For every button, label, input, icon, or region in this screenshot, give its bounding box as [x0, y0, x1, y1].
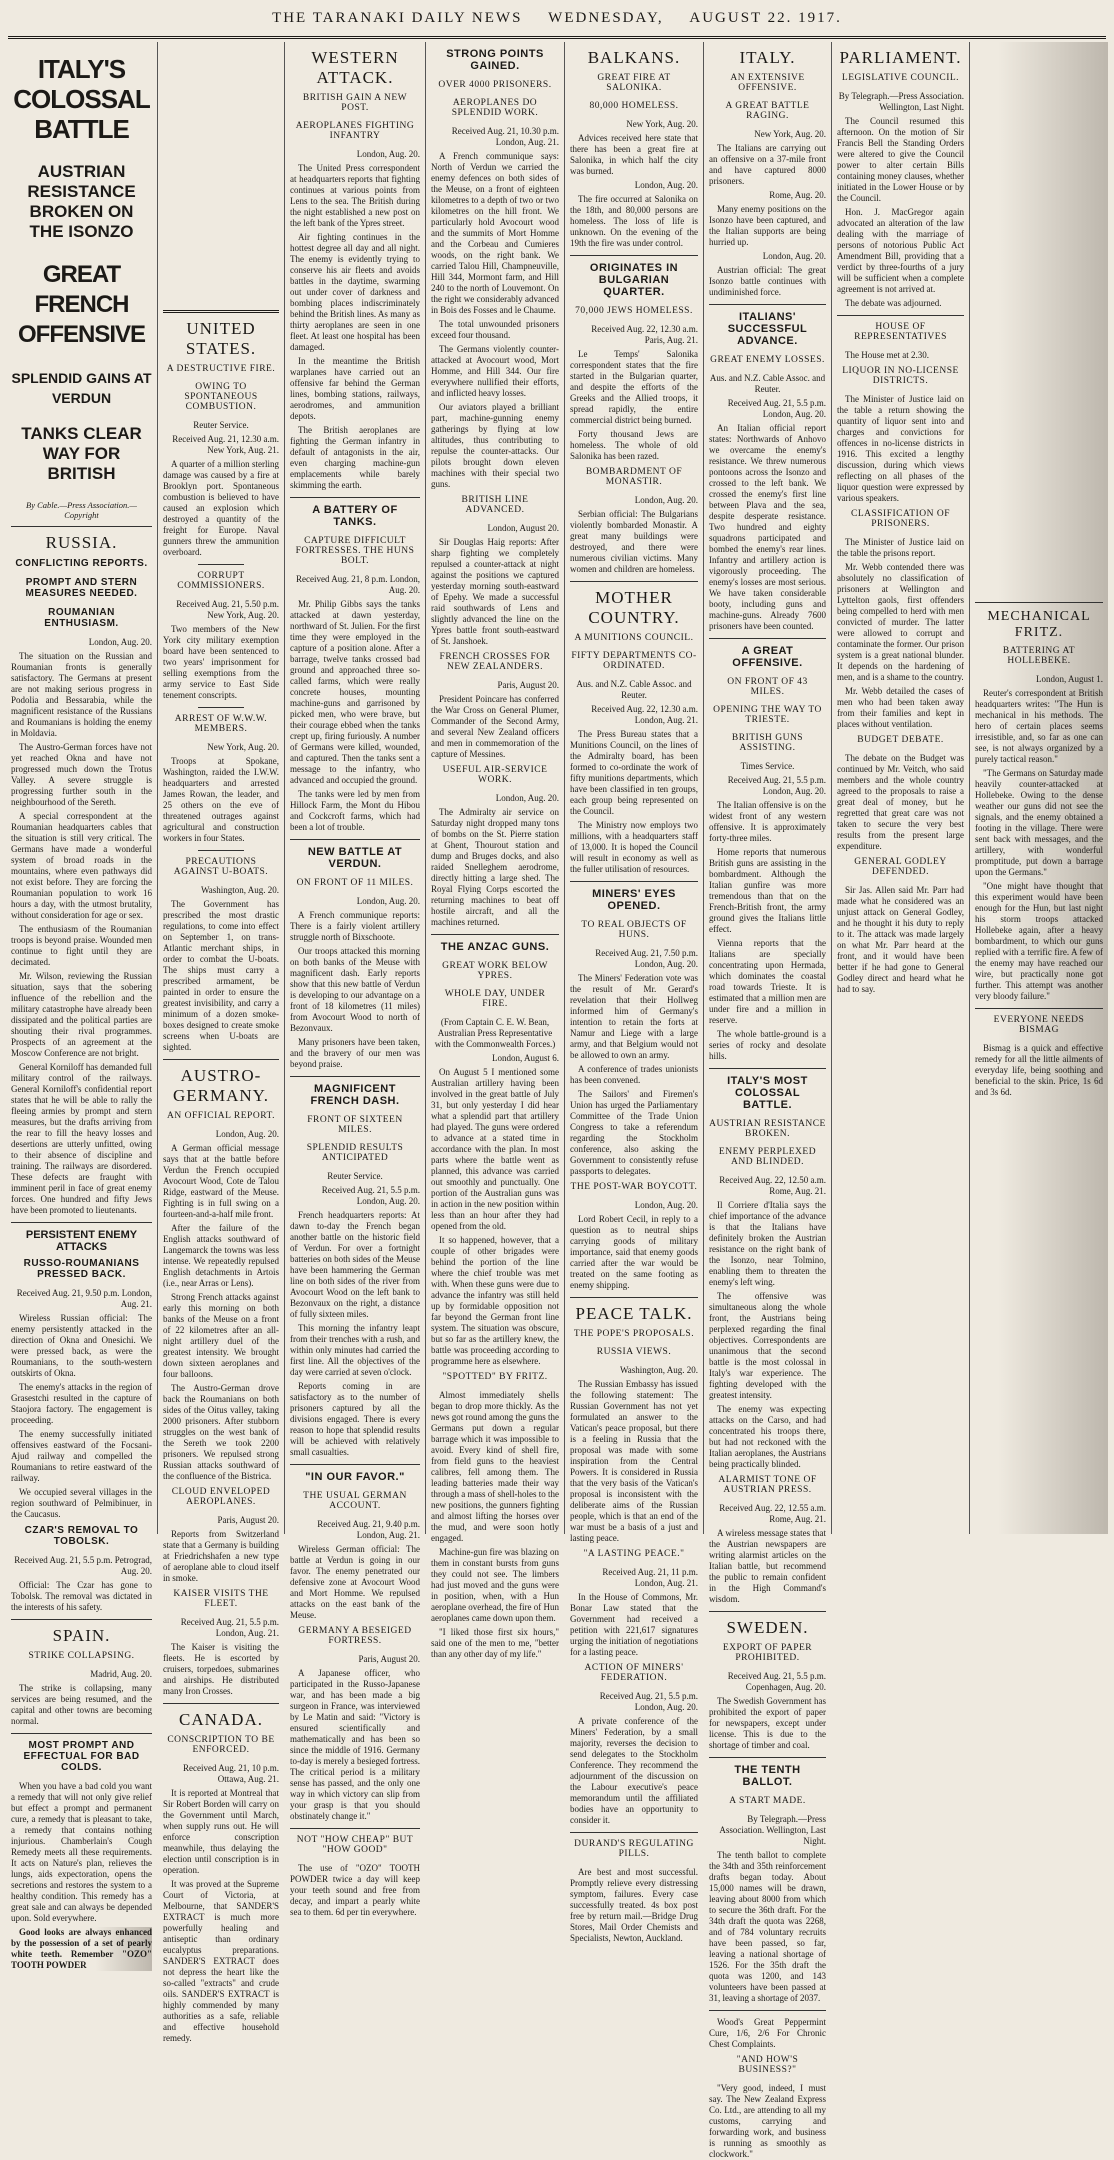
- subhead: BRITISH GUNS ASSISTING.: [731, 733, 804, 753]
- columns: [6, 42, 1108, 2159]
- dateline: Paris, August 20.: [217, 1515, 279, 1525]
- article-paragraph: Air fighting continues in the hottest degree all day and all night. The enemy is evidently trying to conserve his air fleets and avoids battles in the daytime, swarming out under cover of darkness and bombing places indiscriminately behind the British lines. As many as thirty aeroplanes are seen in one fleet. At least one hospital has been damaged.: [290, 232, 420, 352]
- credit: Times Service.: [740, 761, 795, 771]
- divider: [709, 2010, 826, 2011]
- section-canada: CANADA.: [179, 1710, 263, 1729]
- subhead: CAPTURE DIFFICULT FORTRESSES. THE HUNS BOLT.: [295, 536, 415, 566]
- credit: Reuter Service.: [193, 420, 249, 430]
- dateline: Received Aug. 21, 7.50 p.m. London, Aug. 20.: [595, 948, 698, 969]
- paper-name: THE TARANAKI DAILY NEWS: [272, 10, 523, 26]
- article-paragraph: The debate was adjourned.: [845, 298, 942, 308]
- subhead: EXPORT OF PAPER PROHIBITED.: [722, 1643, 813, 1663]
- advert-paragraph: When you have a bad cold you want a remedy that will not only give relief but effect a prompt and permanent cure, a remedy that is pleasant to take, a remedy that contains nothing injurious. Chamberlain's Cough Remedy meets all these requirements. It acts on Nature's plan, relieves the lungs, aids expectoration, opens the secretions and restores the system to a healthy condition. This remedy has a great sale and can always be depended upon. Sold everywhere.: [11, 1781, 152, 1923]
- dateline: London, Aug. 20.: [215, 1129, 279, 1139]
- divider: [709, 304, 826, 305]
- subhead: THE ANZAC GUNS.: [440, 941, 550, 953]
- article-paragraph: The Austro-German drove back the Roumanians on both sides of the Oitus valley, taking 2000 prisoners. After stubborn struggles on the west bank of the Sereth we took 2200 prisoners. We repulsed strong Russian attacks southward of the confluence of the Bistrica.: [163, 1383, 279, 1481]
- article-paragraph: Mr. Webb detailed the cases of men who had been taken away from their families and kept in places without ventilation.: [837, 686, 964, 729]
- article-paragraph: Le Temps' Salonika correspondent states that the fire started in the Bulgarian quarter, and despite the efforts of the Greeks and the Allied troops, it spread rapidly, the entire commercial district being burned.: [570, 349, 698, 425]
- subhead: GENERAL GODLEY DEFENDED.: [854, 857, 947, 877]
- subhead: A GREAT OFFENSIVE.: [732, 645, 803, 669]
- dateline: New York, Aug. 20.: [626, 119, 698, 129]
- dateline: Received Aug. 21, 5.5 p.m. London, Aug. 21.: [180, 1617, 279, 1638]
- dateline: Received Aug. 21, 10.30 p.m. London, Aug. 21.: [451, 126, 559, 147]
- article-paragraph: Wireless German official: The battle at Verdun is going in our favor. The enemy penetrated our defensive zone at Avocourt Wood and Mort Homme. We repulsed attacks on the east bank of the Meuse.: [290, 1544, 420, 1620]
- dateline: Received Aug. 22, 12.30 a.m. London, Aug. 21.: [591, 704, 698, 725]
- dateline: London, Aug. 20.: [634, 495, 698, 505]
- section-united-states: UNITED STATES.: [185, 319, 257, 358]
- divider: [11, 1619, 152, 1620]
- advert-heading: NOT "HOW CHEAP" BUT "HOW GOOD": [296, 1835, 414, 1855]
- subhead: AUSTRIAN RESISTANCE BROKEN.: [709, 1119, 826, 1139]
- article-paragraph: After the failure of the English attacks southward of Langemarck the towns was less intense. We repeatedly repulsed English detachments in Artois (i.e., near Arras or Lens).: [163, 1223, 279, 1288]
- divider: [975, 1008, 1103, 1009]
- subhead: MINERS' EYES OPENED.: [592, 888, 676, 912]
- article-paragraph: Home reports that numerous British guns are assisting in the bombardment. Although the Italian gunfire was more tremendous than that on the French-British front, the army ground gives the Italians little effect.: [709, 847, 826, 934]
- subhead: ENEMY PERPLEXED AND BLINDED.: [718, 1147, 817, 1167]
- subhead: ON FRONT OF 43 MILES.: [727, 677, 808, 697]
- article-paragraph: Strong French attacks against early this morning on both banks of the Meuse on a front of 22 kilometres after an all-night artillery duel of the greatest intensity. We brought down sixteen aeroplanes and four balloons.: [163, 1292, 279, 1379]
- headline-tanks: TANKS CLEAR WAY FOR BRITISH: [21, 424, 142, 483]
- divider: [570, 1297, 698, 1298]
- dateline: Paris, August 20.: [497, 680, 559, 690]
- article-paragraph: Vienna reports that the Italians are specially concentrating upon Hermada, which dominates the coastal road towards Trieste. It is estimated that a million men are under fire and a million in reserve.: [709, 938, 826, 1025]
- divider: [709, 1611, 826, 1612]
- subhead: AN EXTENSIVE OFFENSIVE.: [730, 73, 805, 93]
- advert-paragraph: Good looks are always enhanced by the possession of a set of pearly white teeth. Remember "OZO" TOOTH POWDER: [11, 1927, 152, 1970]
- dateline: London, August 1.: [1035, 674, 1103, 684]
- article-paragraph: The enthusiasm of the Roumanian troops is beyond praise. Wounded men continue to fight until they are decimated.: [11, 924, 152, 967]
- subhead: STRIKE COLLAPSING.: [28, 1651, 135, 1661]
- dateline: Received Aug. 21, 9.50 p.m. London, Aug. 21.: [16, 1288, 152, 1309]
- divider: [709, 1068, 826, 1069]
- dateline: Madrid, Aug. 20.: [90, 1669, 152, 1679]
- dateline: Received Aug. 21, 5.5 p.m. Petrograd, Aug. 20.: [14, 1555, 152, 1576]
- divider: [11, 1222, 152, 1223]
- dateline: London, Aug. 20.: [762, 251, 826, 261]
- article-paragraph: The British aeroplanes are fighting the German infantry in default of antagonists in the air, even charging machine-gun emplacements while barely skimming the earth.: [290, 425, 420, 490]
- section-austro-germany: AUSTRO-GERMANY.: [172, 1066, 269, 1105]
- dateline: Received Aug. 21, 9.40 p.m. London, Aug. 21.: [317, 1519, 420, 1540]
- article-paragraph: Advices received here state that there has been a great fire at Salonika, in which half the city was burned.: [570, 133, 698, 176]
- dateline: London, Aug. 20.: [88, 637, 152, 647]
- dateline: Received Aug. 22, 12.30 a.m. Paris, Aug. 21.: [591, 324, 698, 345]
- subhead: CONFLICTING REPORTS.: [15, 558, 148, 569]
- article-paragraph: Sir Jas. Allen said Mr. Parr had made what he considered was an unjust attack on General Godley, and he thought it his duty to reply to it. The attack was made largely on what Mr. Parr heard at the front, and it would have been better if he had gone to General Godley direct and heard what he had to say.: [837, 885, 964, 994]
- subhead: RUSSIA VIEWS.: [596, 1347, 672, 1357]
- subhead: "IN OUR FAVOR.": [305, 1471, 405, 1483]
- dateline: Received Aug. 21, 5.5 p.m. London, Aug. 20.: [599, 1691, 698, 1712]
- section-spain: SPAIN.: [52, 1626, 111, 1645]
- dateline: London, Aug. 20.: [634, 180, 698, 190]
- dateline: Received Aug. 21, 5.5 p.m. Copenhagen, Aug. 20.: [727, 1671, 826, 1692]
- subhead: OVER 4000 PRISONERS.: [438, 80, 552, 90]
- article-paragraph: The Press Bureau states that a Munitions Council, on the lines of the Admiralty board, has been formed to co-ordinate the work of fifty munitions departments, which have been classified in ten groups, each group being represented on the Council.: [570, 729, 698, 816]
- article-paragraph: We occupied several villages in the region southward of Pelmibinuer, in the Caucasus.: [11, 1487, 152, 1519]
- article-paragraph: Troops at Spokane, Washington, raided the I.W.W. headquarters and arrested James Rowan, the leader, and 25 others on the eve of threatened outrages against agricultural and construction workers in four States.: [163, 756, 279, 843]
- article-paragraph: The Austro-German forces have not yet reached Okna and have not progressed much down the Trotus Valley. A severe struggle is progressing further south in the neighbourhood of the Sereth.: [11, 742, 152, 807]
- article-paragraph: French headquarters reports: At dawn to-day the French began another battle on the historic field of Verdun. For over a fortnight batteries on both sides of the Meuse have been hammering the German line on both sides of the river from Avocourt Wood on the left bank to Bezonvaux on the right, a distance of fully sixteen miles.: [290, 1210, 420, 1319]
- subhead: AEROPLANES FIGHTING INFANTRY: [295, 121, 415, 141]
- dateline: Received Aug. 21, 5.5 p.m. London, Aug. 20.: [727, 398, 826, 419]
- article-paragraph: The Miners' Federation vote was the result of Mr. Gerard's revelation that their Hollweg informed him of Germany's intention to retain the forts at Namur and Liege with a large army, and that Belgium would not be allowed to own an army.: [570, 973, 698, 1060]
- section-western-attack: WESTERN ATTACK.: [311, 48, 399, 87]
- subhead: ALARMIST TONE OF AUSTRIAN PRESS.: [718, 1475, 817, 1495]
- article-paragraph: A German official message says that at the battle before Verdun the French occupied Avocourt Wood, Cote de Talou Ridge, eastward of the Meuse. Fighting is in full swing on a fourteen-and-a-half mile front.: [163, 1143, 279, 1219]
- main-headline: ITALY'S COLOSSAL BATTLE: [13, 54, 150, 144]
- dateline: Received Aug. 21, 11 p.m. London, Aug. 21.: [602, 1567, 698, 1588]
- article-paragraph: The United Press correspondent at headquarters reports that fighting continues at various points from Lens to the sea. The British during the night established a new post on the left bank of the Ypres street.: [290, 163, 420, 228]
- article-paragraph: The whole battle-ground is a series of rocky and desolate hills.: [709, 1029, 826, 1061]
- subhead: BRITISH LINE ADVANCED.: [461, 495, 529, 515]
- subhead: THE USUAL GERMAN ACCOUNT.: [303, 1491, 407, 1511]
- divider: [163, 310, 279, 313]
- subhead: OPENING THE WAY TO TRIESTE.: [713, 705, 822, 725]
- subhead: OWING TO SPONTANEOUS COMBUSTION.: [184, 382, 258, 412]
- article-paragraph: President Poincare has conferred the War Cross on General Plumer, Commander of the Second Army, and several New Zealand officers and men in commemoration of the capture of Messines.: [431, 694, 559, 759]
- article-paragraph: Reports coming in are satisfactory as to the number of prisoners captured by all the divisions engaged. There is every reason to hope that splendid results will be achieved with relatively small casualties.: [290, 1381, 420, 1457]
- column-7a: [837, 42, 970, 1534]
- advert-paragraph: Wood's Great Peppermint Cure, 1/6, 2/6 For Chronic Chest Complaints.: [709, 2017, 826, 2049]
- subhead: MAGNIFICENT FRENCH DASH.: [310, 1083, 400, 1107]
- column-1: [6, 42, 158, 1970]
- article-paragraph: The Minister of Justice laid on the table a return showing the quantity of liquor sent into and charges and convictions for offences in no-license districts in 1916. This excited a lengthy discussion, during which views reflecting on all phases of the liquor question were expressed by various speakers.: [837, 394, 964, 503]
- subhead: ACTION OF MINERS' FEDERATION.: [584, 1663, 684, 1683]
- divider: [837, 315, 964, 316]
- divider: [198, 707, 244, 708]
- article-paragraph: Our aviators played a brilliant part, machine-gunning enemy gatherings by flying at low altitudes, thus contributing to repulse the counter-attacks. Our pilots brought down eleven machines with their special two guns.: [431, 402, 559, 489]
- dateline: Received Aug. 21, 12.30 a.m. New York, Aug. 21.: [172, 434, 279, 455]
- advert-paragraph: The use of "OZO" TOOTH POWDER twice a day will keep your teeth sound and free from decay, and impart a pearly white sea to them. 6d per tin everywhere.: [290, 1863, 420, 1917]
- article-paragraph: Hon. J. MacGregor again advocated an alteration of the law dealing with the marriage of persons of notorious Public Act Amendment Bill, providing that a verdict by three-fourths of a jury will be sufficient when a complete agreement is not arrived at.: [837, 207, 964, 294]
- subhead: FIFTY DEPARTMENTS CO-ORDINATED.: [571, 651, 697, 671]
- subhead: ITALIANS' SUCCESSFUL ADVANCE.: [727, 311, 808, 347]
- article-paragraph: A French communique reports: There is a fairly violent artillery struggle north of Bixschoote.: [290, 910, 420, 942]
- subhead: FRENCH CROSSES FOR NEW ZEALANDERS.: [439, 652, 551, 672]
- credit: Aus. and N.Z. Cable Assoc. and Reuter.: [576, 679, 692, 700]
- article-paragraph: The enemy's attacks in the region of Grasestchi resulted in the capture of Staojora factory. The engagement is proceeding.: [11, 1382, 152, 1425]
- column-6: [704, 42, 832, 2159]
- credit: Aus. and N.Z. Cable Assoc. and Reuter.: [709, 373, 826, 394]
- advert-heading: EVERYONE NEEDS BISMAG: [993, 1015, 1085, 1035]
- dateline: Received Aug. 22, 12.50 a.m. Rome, Aug. 21.: [719, 1175, 826, 1196]
- dateline: Washington, Aug. 20.: [619, 1365, 698, 1375]
- subhead: GERMANY A BESEIGED FORTRESS.: [298, 1626, 412, 1646]
- article-paragraph: This morning the infantry leapt from their trenches with a rush, and within only minutes had carried the first line. All the objectives of the day were carried at seven o'clock.: [290, 1323, 420, 1377]
- masthead-date: AUGUST 22. 1917.: [689, 10, 842, 26]
- divider: [709, 1757, 826, 1758]
- section-russia: RUSSIA.: [45, 533, 118, 552]
- divider: [198, 850, 244, 851]
- subhead: RUSSO-ROUMANIANS PRESSED BACK.: [23, 1258, 140, 1280]
- article-paragraph: The fire occurred at Salonika on the 18th, and 80,000 persons are homeless. The loss of life is unknown. On the evening of the 19th the fire was under control.: [570, 194, 698, 248]
- divider: [11, 1733, 152, 1734]
- section-mother-country: MOTHER COUNTRY.: [588, 588, 680, 627]
- article-paragraph: The strike is collapsing, many services are being resumed, and the capital and other towns are becoming normal.: [11, 1683, 152, 1726]
- article-paragraph: Lord Robert Cecil, in reply to a question as to neutral ships carrying goods of military importance, said that enemy goods carried after the war would be treated on the same footing as enemy shipping.: [570, 1214, 698, 1290]
- article-paragraph: The Council resumed this afternoon. On the motion of Sir Francis Bell the Standing Orders were altered to give the Council power to alter certain Bills containing money clauses, whether initiated in the Lower House or by the Council.: [837, 116, 964, 203]
- subhead: WHOLE DAY, UNDER FIRE.: [444, 989, 546, 1009]
- subhead: AN OFFICIAL REPORT.: [167, 1111, 275, 1121]
- article-paragraph: The Government has prescribed the most drastic regulations, to come into effect on September 1, on trans-Atlantic merchant ships, in order to combat the U-boats. The ships must carry a prescribed armament, be painted in order to ensure the greatest invisibility, and carry a minimum of a dozen smoke-boxes designed to create smoke screens when U-boats are sighted.: [163, 899, 279, 1052]
- divider: [431, 934, 559, 935]
- article-paragraph: The enemy was expecting attacks on the Carso, and had concentrated his troops there, but had not reckoned with the Italian aeroplanes, the Austrians being practically blinded.: [709, 1404, 826, 1469]
- column-4: [426, 42, 565, 1659]
- subhead: USEFUL AIR-SERVICE WORK.: [442, 765, 548, 785]
- column-7b: [975, 602, 1103, 2094]
- credit: (From Captain C. E. W. Bean, Australian Press Representative with the Commonwealth Forces.): [434, 1017, 556, 1049]
- section-mechanical-fritz: MECHANICAL FRITZ.: [987, 609, 1091, 640]
- dateline: Washington, Aug. 20.: [200, 885, 279, 895]
- article-paragraph: Serbian official: The Bulgarians violently bombarded Monastir. A great many buildings were destroyed, and there were numerous civilian victims. Many women and children are homeless.: [570, 509, 698, 574]
- article-paragraph: It is reported at Montreal that Sir Robert Borden will carry on the Government until March, when supply runs out. He will enforce conscription meanwhile, thus delaying the election until conscription is in operation.: [163, 1788, 279, 1875]
- article-paragraph: Austrian official: The great Isonzo battle continues with undiminished force.: [709, 265, 826, 297]
- column-3: [285, 42, 426, 1917]
- subhead: A DESTRUCTIVE FIRE.: [166, 364, 276, 374]
- divider: [163, 1059, 279, 1060]
- subhead: AEROPLANES DO SPLENDID WORK.: [451, 98, 539, 118]
- subhead: CORRUPT COMMISSIONERS.: [177, 571, 265, 591]
- article-paragraph: Forty thousand Jews are homeless. The whole of old Salonika has been razed.: [570, 429, 698, 461]
- article-paragraph: A quarter of a million sterling damage was caused by a fire at Brooklyn port. Spontaneous combustion is believed to have caused an explosion which destroyed a quantity of the freight for Europe. Naval gunners threw the ammunition overboard.: [163, 459, 279, 557]
- subhead: PROMPT AND STERN MEASURES NEEDED.: [25, 577, 138, 599]
- subhead: 70,000 JEWS HOMELESS.: [575, 306, 693, 316]
- dateline: By Telegraph.—Press Association. Wellington, Last Night.: [838, 91, 964, 112]
- advert-paragraph: Bismag is a quick and effective remedy for all the little ailments of everyday life, being soothing and beneficial to the skin. Price, 1s 6d and 3s 6d.: [975, 1043, 1103, 1097]
- subhead: LIQUOR IN NO-LICENSE DISTRICTS.: [842, 366, 959, 386]
- headline-austrian: AUSTRIAN RESISTANCE BROKEN ON THE ISONZO: [27, 162, 136, 241]
- article-paragraph: It so happened, however, that a couple of other brigades were behind the portion of the line where the chief trouble was met with. When these guns were due to advance the infantry was still held up by formidable opposition not far beyond the German front line system. The situation was obscure, but so far as the artillery knew, the battle was proceeding according to programme here as elsewhere.: [431, 1235, 559, 1366]
- article-paragraph: The enemy successfully initiated offensives eastward of the Focsani-Ajud railway and compelled the Roumanians to retire eastward of the railway.: [11, 1429, 152, 1483]
- headline-verdun: SPLENDID GAINS AT VERDUN: [11, 370, 152, 406]
- article-paragraph: The tanks were led by men from Hillock Farm, the Mont du Hibou and Cockcroft farms, which had been a lot of trouble.: [290, 789, 420, 832]
- article-paragraph: Many enemy positions on the Isonzo have been captured, and the Italian supports are being hurried up.: [709, 204, 826, 247]
- subhead: THE TENTH BALLOT.: [734, 1764, 801, 1788]
- dateline: By Telegraph.—Press Association. Wellington, Last Night.: [719, 1814, 826, 1846]
- article-paragraph: The Kaiser is visiting the fleets. He is escorted by cruisers, torpedoes, submarines and airships. He distributed many Iron Crosses.: [163, 1642, 279, 1696]
- divider: [570, 581, 698, 582]
- article-paragraph: A conference of trades unionists has been convened.: [570, 1064, 698, 1085]
- subhead: CLASSIFICATION OF PRISONERS.: [850, 509, 951, 529]
- article-paragraph: Our troops attacked this morning on both banks of the Meuse with magnificent dash. Early reports show that this new battle of Verdun is developing to our advantage on a front of 18 kilometres (11 miles) from Avocourt Wood to north of Bezonvaux.: [290, 946, 420, 1033]
- subhead: KAISER VISITS THE FLEET.: [173, 1589, 269, 1609]
- advert-heading: MOST PROMPT AND EFFECTUAL FOR BAD COLDS.: [23, 1740, 140, 1773]
- article-paragraph: Official: The Czar has gone to Tobolsk. The removal was dictated in the interests of his safety.: [11, 1580, 152, 1612]
- subhead: BOMBARDMENT OF MONASTIR.: [585, 467, 683, 487]
- divider: [570, 1832, 698, 1833]
- dateline: London, Aug. 20.: [495, 793, 559, 803]
- article-paragraph: Mr. Philip Gibbs says the tanks attacked at dawn yesterday, northward of St. Julien. For the first time they were employed in the capture of a position alone. After a barrage, twelve tanks crossed bad ground and approached three so-called farms, which were really concrete houses, mounting machine-guns and garrisoned by picked men, who were brave, but their courage ebbed when the tanks crept up, firing furiously. A number of Germans were killed, wounded, and captured. Then the tanks sent a message to the infantry, who advanced and occupied the ground.: [290, 599, 420, 785]
- divider: [198, 564, 244, 565]
- article-paragraph: In the House of Commons, Mr. Bonar Law stated that the Government had received a petition with 221,617 signatures urging the initiation of negotiations for a lasting peace.: [570, 1592, 698, 1657]
- masthead-rule: [8, 36, 1106, 39]
- masthead-day: WEDNESDAY,: [548, 10, 664, 26]
- article-paragraph: The Germans violently counter-attacked at Avocourt wood, Mort Homme, and Hill 344. Our fire everywhere nullified their efforts, and inflicted heavy losses.: [431, 344, 559, 398]
- subhead: LEGISLATIVE COUNCIL.: [841, 73, 960, 83]
- article-paragraph: The Russian Embassy has issued the following statement: The Russian Government has not yet formulated an answer to the Vatican's peace proposal, but there is a feeling in Russia that the proposal was made with some inspiration from the Central Powers. It is considered in Russia that the very basis of the Vatican's proposal is inconsistent with the deliberate aims of the Russian people, which is that an end of the war must be a basis of a just and lasting peace.: [570, 1379, 698, 1543]
- divider: [290, 1076, 420, 1077]
- article-paragraph: The Minister of Justice laid on the table the prisons report.: [837, 537, 964, 558]
- divider: [290, 497, 420, 498]
- subhead: TO REAL OBJECTS OF HUNS.: [581, 920, 687, 940]
- article-paragraph: General Korniloff has demanded full military control of the railways. General Korniloff's confidential report states that he will be able to rally the fleeing armies by prompt and stern measures, but the drafts arriving from the rear to fill the heavy losses and desertions are utterly unfitted, owing to their absence of discipline and training. The railways are disordered. These defects are fraught with imminent peril in face of great enemy forces. One hundred and fifty Jews have been promoted to lieutenants.: [11, 1062, 152, 1215]
- dateline: Received Aug. 21, 5.5 p.m. London, Aug. 20.: [727, 775, 826, 796]
- dateline: Received Aug. 21, 8 p.m. London, Aug. 20.: [296, 574, 420, 595]
- subhead: "SPOTTED" BY FRITZ.: [442, 1372, 548, 1382]
- section-italy: ITALY.: [739, 48, 796, 67]
- article-paragraph: The tenth ballot to complete the 34th and 35th reinforcement drafts began today. About 15,000 names will be drawn, leaving about 8000 from which to secure the 36th draft. For the 34th draft the quota was 2268, and of 784 voluntary recruits have been passed, so far, leaving a national shortage of 1526. For the 35th draft the quota was 1200, and 143 volunteers have been passed at 31, leaving a shortage of 2037.: [709, 1850, 826, 2003]
- dateline: Received Aug. 21, 5.50 p.m. New York, Aug. 20.: [176, 599, 279, 620]
- advert-paragraph: "Very good, indeed, I must say. The New Zealand Express Co. Ltd., are attending to all my customs, carrying and forwarding work, and business is running as smoothly as clockwork.": [709, 2083, 826, 2159]
- article-paragraph: The House met at 2.30.: [845, 350, 929, 360]
- advert-heading: "AND HOW'S BUSINESS?": [736, 2055, 799, 2075]
- subhead: ARREST OF W.W.W. MEMBERS.: [174, 714, 268, 734]
- subhead: FRONT OF SIXTEEN MILES.: [307, 1115, 403, 1135]
- subhead: CLOUD ENVELOPED AEROPLANES.: [171, 1487, 271, 1507]
- divider: [11, 526, 152, 527]
- dateline: Paris, August 20.: [358, 1654, 420, 1664]
- subhead: "A LASTING PEACE.": [583, 1549, 685, 1559]
- article-paragraph: Reports from Switzerland state that a Germany is building at Friedrichshafen a new type of aeroplane able to cloud itself in smoke.: [163, 1529, 279, 1583]
- subhead: STRONG POINTS GAINED.: [446, 48, 544, 72]
- subhead: CONSCRIPTION TO BE ENFORCED.: [167, 1735, 275, 1755]
- dateline: Received Aug. 21, 5.5 p.m. London, Aug. 20.: [321, 1185, 420, 1206]
- credit: Reuter Service.: [327, 1171, 383, 1181]
- divider: [290, 1828, 420, 1829]
- subhead: CZAR'S REMOVAL TO TOBOLSK.: [24, 1525, 139, 1547]
- subhead: ON FRONT OF 11 MILES.: [296, 878, 414, 888]
- article-paragraph: In the meantime the British warplanes have carried out an offensive far behind the German lines, bombing stations, railways, aerodromes, and ammunition depots.: [290, 356, 420, 421]
- article-paragraph: A private conference of the Miners' Federation, by a small majority, reverses the decision to send delegates to the Stockholm Conference. They recommend the adjournment of the discussion on the Labour executive's peace memorandum until the affiliated bodies have an opportunity to consider it.: [570, 1716, 698, 1825]
- article-paragraph: An Italian official report states: Northwards of Anhovo we overcame the enemy's resistance. We threw numerous pontoons across the Isonzo and crossed to the left bank. We crossed the enemy's first line between Plava and the sea, despite desperate resistance. Two hundred and eighty squadrons participated and bombed the enemy's rear lines. Infantry and artillery action is vigorously proceeding. The enemy's losses are most serious. We have taken considerable booty, including guns and machine-guns. Already 7600 prisoners have been counted.: [709, 423, 826, 631]
- article-paragraph: A special correspondent at the Roumanian headquarters cables that the situation is still very critical. The Germans have made a wonderful system of broad roads in the mountains, where even pathways did not exist before. They are forcing the Roumanian population to work 16 hours a day, with the utmost brutality, without consideration for age or sex.: [11, 811, 152, 920]
- subhead: A BATTERY OF TANKS.: [312, 504, 398, 528]
- subhead: ROUMANIAN ENTHUSIASM.: [44, 607, 119, 629]
- advert-paragraph: It was proved at the Supreme Court of Victoria, at Melbourne, that SANDER'S EXTRACT is much more powerfully healing and antiseptic than ordinary eucalyptus preparations. SANDER'S EXTRACT does not depress the heart like the so-called "extracts" and crude oils. SANDER'S EXTRACT is highly commended by many authorities as a safe, reliable and effective household remedy.: [163, 1879, 279, 2043]
- subhead: BUDGET DEBATE.: [857, 735, 944, 745]
- divider: [709, 638, 826, 639]
- headline-french: GREAT FRENCH OFFENSIVE: [17, 261, 146, 348]
- article-paragraph: Two members of the New York city military exemption board have been sentenced to two years' imprisonment for selling exemptions from the army service to East Side tenement conscripts.: [163, 624, 279, 700]
- divider: [570, 881, 698, 882]
- section-sweden: SWEDEN.: [726, 1618, 809, 1637]
- article-paragraph: On August 5 I mentioned some Australian artillery having been involved in the great battle of July 31, but only yesterday I did hear what a splendid part that artillery had played. The guns were ordered to advance at a stated time in accordance with the plan. In most parts where the battle went as planned, this advance was carried out smoothly and punctually. One portion of the Australian guns was in action in the new position within less than an hour after they had opened from the old.: [431, 1067, 559, 1231]
- section-parliament: PARLIAMENT.: [839, 48, 962, 67]
- subhead: 80,000 HOMELESS.: [589, 101, 679, 111]
- subhead: NEW BATTLE AT VERDUN.: [307, 846, 403, 870]
- article-paragraph: "One might have thought that this experiment would have been enough for the Hun, but last night his storm troops attacked Hollebeke again, after a heavy bombardment, to which our guns replied with a terrific fire. A few of the enemy may have reached our wire, but practically none got further. This attempt was another very bloody failure.": [975, 881, 1103, 1001]
- subhead: A MUNITIONS COUNCIL.: [574, 633, 694, 643]
- dateline: London, Aug. 20.: [356, 149, 420, 159]
- article-paragraph: A French communique says: North of Verdun we carried the enemy defences on both sides of the Meuse, on a front of eighteen kilometres to a depth of two or two kilometres on the hill front. We particularly hold Avocourt wood and the summits of Mort Homme and the Corbeau and Cumieres woods, on the right bank. We carried Talou Hill, Champneuville, Hill 344, Mormont farm, and Hill 240 to the north of Louvemont. On the right we considerably advanced in Bois des Fosses and le Chaume.: [431, 151, 559, 315]
- divider: [290, 1464, 420, 1465]
- advert-paragraph: Are best and most successful. Promptly relieve every distressing symptom, failures. Every case successfully treated. 4s box post free by return mail.—Bridge Drug Stores, Mail Order Chemists and Specialists, Newton, Auckland.: [570, 1867, 698, 1943]
- article-paragraph: Many prisoners have been taken, and the bravery of our men was beyond praise.: [290, 1037, 420, 1069]
- subhead: GREAT ENEMY LOSSES.: [710, 355, 825, 365]
- article-paragraph: Mr. Wilson, reviewing the Russian situation, says that the sobering influence of the rebellion and the military catastrophe have already been dissipated and the political parties are shouting their rival programmes. Prospects of an agreement at the Moscow Conference are not bright.: [11, 971, 152, 1058]
- dateline: Received Aug. 22, 12.55 a.m. Rome, Aug. 21.: [719, 1503, 826, 1524]
- article-paragraph: Reuter's correspondent at British headquarters writes: "The Hun is mechanical in his methods. The hero of certain places seems irresistible, and, so far as one can see, is not always organized by a purely tactical reason.": [975, 688, 1103, 764]
- advert-heading: DURAND'S REGULATING PILLS.: [574, 1839, 694, 1859]
- dateline: London, August 20.: [487, 523, 559, 533]
- article-paragraph: The Ministry now employs two millions, with a headquarters staff of 13,000. It is hoped the Council will result in economy as well as the fuller utilisation of resources.: [570, 820, 698, 874]
- dateline: New York, Aug. 20.: [754, 129, 826, 139]
- divider: [975, 602, 1103, 603]
- article-paragraph: The Swedish Government has prohibited the export of paper for newspapers, except under license. This is due to the shortage of timber and coal.: [709, 1696, 826, 1750]
- article-paragraph: The debate on the Budget was continued by Mr. Veitch, who said members and the whole country agreed to the proposals to raise a great deal of money, but he regretted that great care was not taken to secure the very best results from the present large expenditure.: [837, 753, 964, 851]
- copyright-credit: By Cable.—Press Association.—Copyright: [26, 500, 137, 520]
- divider: [570, 255, 698, 256]
- subhead: A START MADE.: [729, 1796, 806, 1806]
- subhead: BATTERING AT HOLLEBEKE.: [1002, 646, 1076, 666]
- subhead: ORIGINATES IN BULGARIAN QUARTER.: [589, 262, 679, 298]
- article-paragraph: The Italians are carrying out an offensive on a 37-mile front and have captured 8000 prisoners.: [709, 143, 826, 186]
- section-balkans: BALKANS.: [587, 48, 681, 67]
- divider: [163, 1703, 279, 1704]
- article-paragraph: The situation on the Russian and Roumanian fronts is generally satisfactory. The Germans at present are not making serious progress in Podolia and Bessarabia, while the magnificent resistance of the Russians and Roumanians is holding the enemy in Moldavia.: [11, 651, 152, 738]
- article-paragraph: The Sailors' and Firemen's Union has urged the Parliamentary Committee of the Trade Union Congress to take a referendum regarding the Stockholm conference, also asking the Government to consistently refuse passports to delegates.: [570, 1089, 698, 1176]
- divider: [290, 839, 420, 840]
- headline-persistent: PERSISTENT ENEMY ATTACKS: [25, 1229, 138, 1253]
- article-paragraph: Machine-gun fire was blazing on them in constant bursts from guns they could not see. The limbers had just moved and the guns were in position, when, with a Hun aeroplane overhead, the fire of Hun aeroplanes came down upon them.: [431, 1547, 559, 1623]
- article-paragraph: Almost immediately shells began to drop more thickly. As the news got round among the guns the Germans put down a regular barrage which it was impossible to avoid. Every kind of shell fire, from field guns to the heaviest calibres, fell among them. The leading batteries made their way through a mass of shell-holes to the new positions, the gunners fighting and almost lifting the horses over the mud, and were soon hotly engaged.: [431, 1390, 559, 1543]
- dateline: London, Aug. 20.: [356, 896, 420, 906]
- article-paragraph: A Japanese officer, who participated in the Russo-Japanese war, and has been made a big surgeon in France, was interviewed by Le Matin and said: "Victory is ensured scientifically and mathematically and has been so since the middle of 1916. Germany to-day is merely a besieged fortress. The critical period is a military sense has passed, and the only one way in which victory can slip from your grasp is that you should obstinately change it.": [290, 1668, 420, 1821]
- article-paragraph: Il Corriere d'Italia says the chief importance of the advance is that the Italians have definitely broken the Austrian resistance on the right bank of the Isonzo, near Tolmino, enabling them to threaten the enemy's left wing.: [709, 1200, 826, 1287]
- article-paragraph: The Admiralty air service on Saturday night dropped many tons of bombs on the St. Pierre station at Ghent, Thourout station and dump and Bruges docks, and also raided Snelleghem aerodrome, directly hitting a large shed. The Royal Flying Corps escorted the returning machines to beat off hostile aircraft, and all the machines returned.: [431, 807, 559, 927]
- section-peace-talk: PEACE TALK.: [575, 1304, 693, 1323]
- subhead: SPLENDID RESULTS ANTICIPATED: [306, 1143, 404, 1163]
- article-paragraph: The Italian offensive is on the widest front of any western offensive. It is approximately forty-three miles.: [709, 800, 826, 843]
- article-paragraph: Wireless Russian official: The enemy persistently attacked in the direction of Okna and Onesichi. We were pressed back, as were the Roumanians, to the south-western outskirts of Okna.: [11, 1313, 152, 1378]
- subhead: ITALY'S MOST COLOSSAL BATTLE.: [727, 1075, 808, 1111]
- subhead: A GREAT BATTLE RAGING.: [725, 101, 810, 121]
- dateline: New York, Aug. 20.: [207, 742, 279, 752]
- article-paragraph: Mr. Webb contended there was absolutely no classification of prisoners at Wellington and Lyttelton gaols, first offenders being compelled to herd with men convicted of murder. The latter were allowed to corrupt and contaminate the former. Our prison system is a great national blunder. It depends on the hardening of men, and is a shame to the country.: [837, 562, 964, 682]
- subhead: THE POST-WAR BOYCOTT.: [570, 1182, 698, 1192]
- subhead: HOUSE OF REPRESENTATIVES: [854, 322, 947, 342]
- subhead: GREAT FIRE AT SALONIKA.: [597, 73, 671, 93]
- subhead: PRECAUTIONS AGAINST U-BOATS.: [173, 857, 269, 877]
- dateline: London, August 6.: [491, 1053, 559, 1063]
- subhead: GREAT WORK BELOW YPRES.: [442, 961, 548, 981]
- column-2: [158, 42, 285, 2043]
- article-paragraph: "I liked those first six hours," said one of the men to me, "better than any other day of my life.": [431, 1627, 559, 1659]
- column-7: [832, 42, 1108, 1534]
- article-paragraph: Sir Douglas Haig reports: After sharp fighting we completely repulsed a counter-attack at night against the positions we captured yesterday morning south-eastward of Epehy. We made a successful raid southwards of Lens and slightly advanced the line on the Ypres battle front south-eastward of St. Janshoek.: [431, 537, 559, 646]
- dateline: Rome, Aug. 20.: [769, 190, 826, 200]
- article-paragraph: A wireless message states that the Austrian newspapers are writing alarmist articles on the Italian battle, but recommend the public to remain confident in the High Command's wisdom.: [709, 1528, 826, 1604]
- column-5: [565, 42, 704, 1943]
- subhead: BRITISH GAIN A NEW POST.: [302, 93, 408, 113]
- article-paragraph: The total unwounded prisoners exceed four thousand.: [431, 319, 559, 340]
- subhead: THE POPE'S PROPOSALS.: [573, 1329, 695, 1339]
- article-paragraph: "The Germans on Saturday made heavily counter-attacked at Hollebeke. Owing to the dense weather our guns did not see the signals, and the enemy obtained a footing in the village. There were sent back with messages, and the artillery, with wonderful promptitude, put down a barrage upon the Germans.": [975, 768, 1103, 877]
- dateline: Received Aug. 21, 10 p.m. Ottawa, Aug. 21.: [183, 1763, 279, 1784]
- masthead: [0, 10, 1114, 32]
- dateline: London, Aug. 20.: [634, 1200, 698, 1210]
- article-paragraph: The offensive was simultaneous along the whole front, the Austrians being perplexed regarding the final objectives. Correspondents are unanimous that the second battle is the most colossal in Italy's war experience. The fighting developed with the greatest intensity.: [709, 1291, 826, 1400]
